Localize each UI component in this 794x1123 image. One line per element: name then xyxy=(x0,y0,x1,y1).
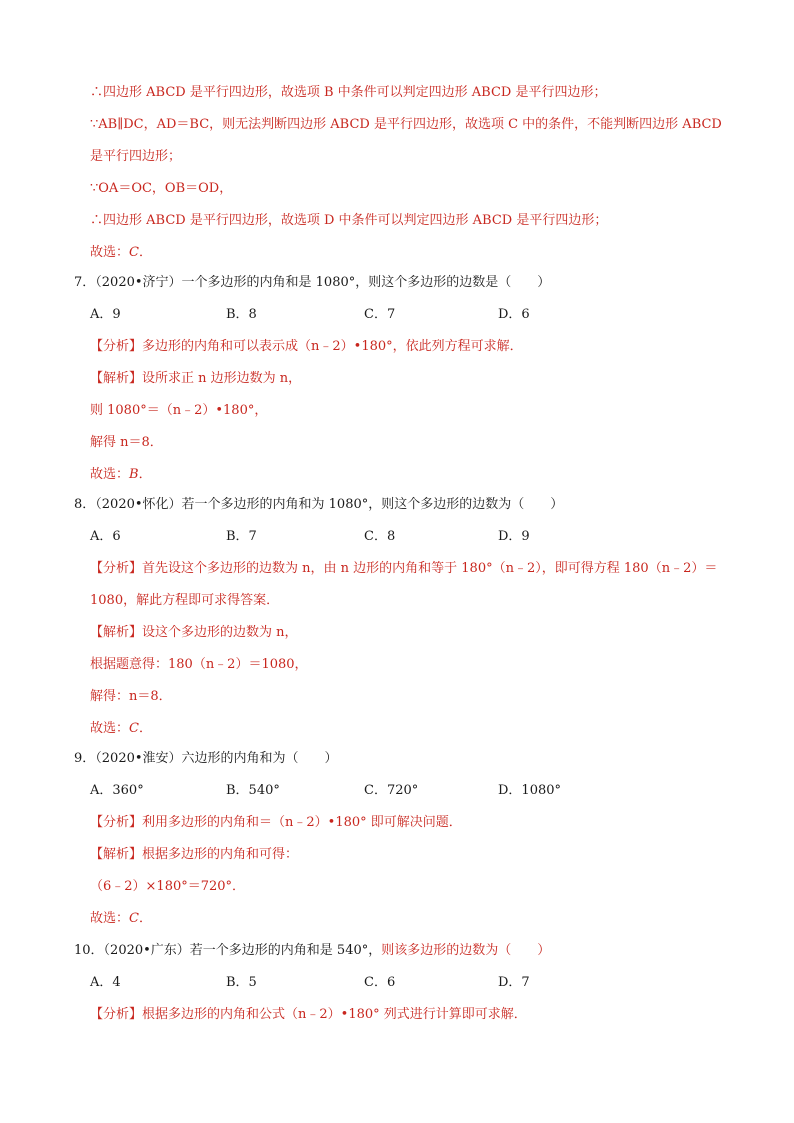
option-c: C．8 xyxy=(364,529,396,544)
answer-suffix: ． xyxy=(138,911,152,926)
analysis-text: 利用多边形的内角和＝（n﹣2）•180° 即可解决问题． xyxy=(142,815,462,830)
analysis-line xyxy=(90,1006,527,1024)
solution-line xyxy=(90,846,298,864)
solution-line xyxy=(90,370,301,388)
option-d: D．6 xyxy=(498,307,530,322)
option-a: A．360° xyxy=(90,783,144,798)
answer-value: C xyxy=(129,911,139,926)
answer-line xyxy=(90,244,152,262)
solution-line: ∴四边形 ABCD 是平行四边形，故选项 B 中条件可以判定四边形 ABCD 是平行四边形； xyxy=(90,85,607,100)
solution-tag: 【解析】 xyxy=(90,625,143,640)
answer-prefix: 故选： xyxy=(90,245,130,260)
question-10 xyxy=(74,942,550,960)
analysis-tag: 【分析】 xyxy=(90,815,143,830)
analysis-text: 根据多边形的内角和公式（n﹣2）•180° 列式进行计算即可求解． xyxy=(142,1007,527,1022)
solution-step: 根据题意得：180（n﹣2）＝1080， xyxy=(90,657,308,672)
solution-step: 则 1080°＝（n﹣2）•180°， xyxy=(90,403,268,418)
answer-line xyxy=(90,720,152,738)
analysis-text-continued: 1080，解此方程即可求得答案． xyxy=(90,593,280,608)
answer-line xyxy=(90,466,152,484)
question-8: 8．（2020•怀化）若一个多边形的内角和为 1080°，则这个多边形的边数为（ ） xyxy=(74,497,564,512)
answer-suffix: ． xyxy=(138,721,152,736)
option-a: A．4 xyxy=(90,975,121,990)
analysis-line xyxy=(90,814,462,832)
solution-text: 设所求正 n 边形边数为 n， xyxy=(142,371,302,386)
option-b: B．7 xyxy=(226,529,257,544)
solution-text: 根据多边形的内角和可得： xyxy=(142,847,299,862)
solution-step: （6﹣2）×180°＝720°． xyxy=(90,879,246,894)
analysis-tag: 【分析】 xyxy=(90,1007,143,1022)
answer-line xyxy=(90,910,152,928)
solution-line: 是平行四边形； xyxy=(90,149,182,164)
option-c: C．720° xyxy=(364,783,419,798)
solution-text: 设这个多边形的边数为 n， xyxy=(142,625,298,640)
solution-tag: 【解析】 xyxy=(90,847,143,862)
option-c: C．7 xyxy=(364,307,396,322)
answer-suffix: ． xyxy=(138,245,152,260)
option-a: A．6 xyxy=(90,529,121,544)
option-b: B．5 xyxy=(226,975,257,990)
analysis-line xyxy=(90,560,717,578)
solution-line: ∴四边形 ABCD 是平行四边形，故选项 D 中条件可以判定四边形 ABCD 是平行四边形； xyxy=(90,213,608,228)
analysis-text: 首先设这个多边形的边数为 n，由 n 边形的内角和等于 180°（n﹣2），即可得方程 180（n﹣2）＝ xyxy=(142,561,718,576)
solution-step: 解得：n＝8． xyxy=(90,689,172,704)
question-9: 9．（2020•淮安）六边形的内角和为（ ） xyxy=(74,751,338,766)
question-10-start: 10．（2020•广东）若一个多边形的内角和是 540°， xyxy=(74,943,382,958)
answer-value: C xyxy=(129,721,139,736)
analysis-line xyxy=(90,338,523,356)
option-d: D．1080° xyxy=(498,783,562,798)
answer-suffix: ． xyxy=(138,467,152,482)
option-c: C．6 xyxy=(364,975,396,990)
solution-step: 解得 n＝8． xyxy=(90,435,163,450)
answer-value: C xyxy=(129,245,139,260)
solution-line xyxy=(90,624,298,642)
solution-line: ∵AB∥DC，AD＝BC，则无法判断四边形 ABCD 是平行四边形，故选项 C 中的条件，不能判断四边形 ABCD xyxy=(90,117,722,132)
analysis-tag: 【分析】 xyxy=(90,339,143,354)
answer-value: B xyxy=(129,467,139,482)
answer-prefix: 故选： xyxy=(90,467,130,482)
answer-prefix: 故选： xyxy=(90,721,130,736)
solution-line: ∵OA＝OC，OB＝OD， xyxy=(90,181,233,196)
answer-prefix: 故选： xyxy=(90,911,130,926)
option-d: D．7 xyxy=(498,975,530,990)
option-b: B．540° xyxy=(226,783,280,798)
solution-tag: 【解析】 xyxy=(90,371,143,386)
analysis-text: 多边形的内角和可以表示成（n﹣2）•180°，依此列方程可求解． xyxy=(142,339,523,354)
analysis-tag: 【分析】 xyxy=(90,561,143,576)
option-d: D．9 xyxy=(498,529,530,544)
question-10-end: 则该多边形的边数为（ ） xyxy=(381,943,551,958)
option-b: B．8 xyxy=(226,307,257,322)
question-7: 7．（2020•济宁）一个多边形的内角和是 1080°，则这个多边形的边数是（ ） xyxy=(74,275,551,290)
option-a: A．9 xyxy=(90,307,121,322)
